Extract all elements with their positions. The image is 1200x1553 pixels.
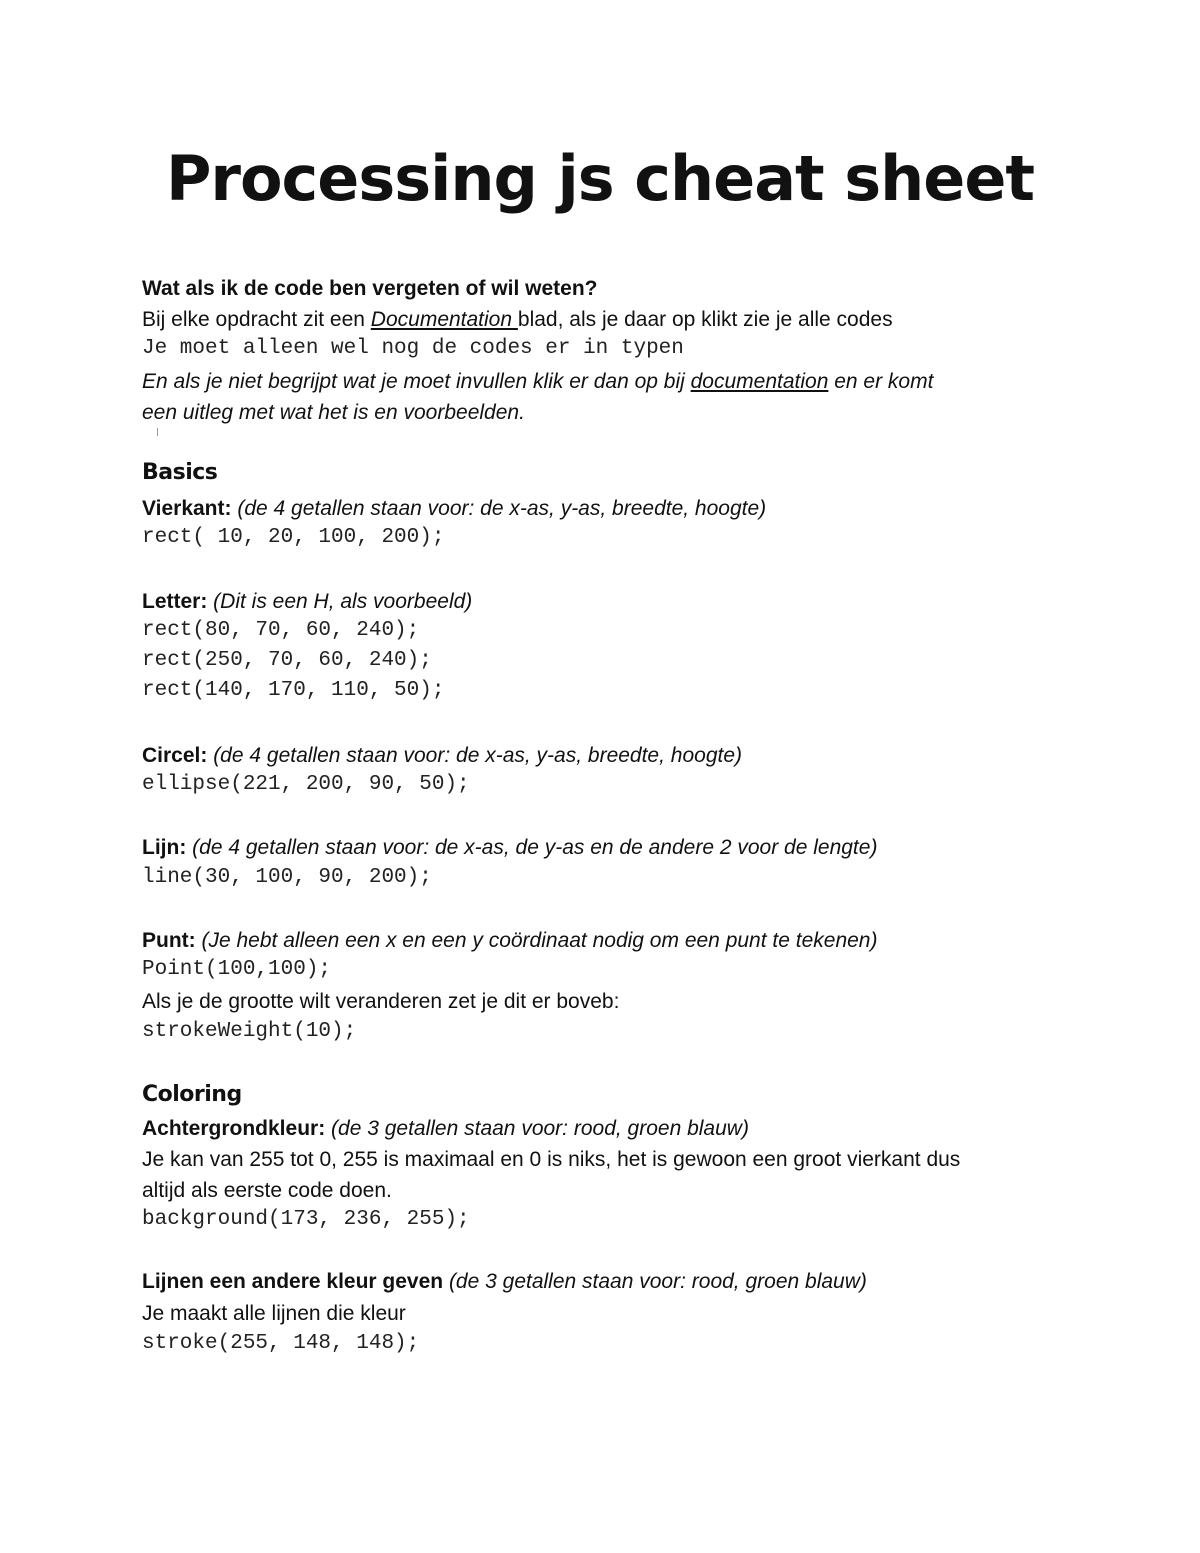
intro-line-3-end: en er komt — [828, 370, 934, 393]
punt-label: Punt: — [142, 929, 196, 952]
achtergrond-label: Achtergrondkleur: — [142, 1117, 326, 1140]
punt-text: Als je de grootte wilt veranderen zet je dit er boveb: — [142, 990, 620, 1013]
documentation-link[interactable]: Documentation — [370, 308, 518, 331]
achtergrond-text-1: Je kan van 255 tot 0, 255 is maximaal en 0 is niks, het is gewoon een groot vierkant dus — [142, 1148, 961, 1171]
intro-line-4: een uitleg met wat het is en voorbeelden. — [142, 401, 525, 424]
achtergrond-description — [142, 1116, 749, 1142]
coloring-heading: Coloring — [142, 1082, 242, 1107]
letter-description — [142, 589, 472, 615]
basics-heading: Basics — [142, 460, 218, 485]
intro-mono-line: Je moet alleen wel nog de codes er in typen — [142, 337, 684, 360]
circel-code: ellipse(221, 200, 90, 50); — [142, 773, 470, 796]
lijnen-text: Je maakt alle lijnen die kleur — [142, 1302, 406, 1325]
intro-line-1 — [142, 307, 893, 333]
vierkant-description — [142, 496, 766, 522]
intro-question: Wat als ik de code ben vergeten of wil weten? — [142, 277, 598, 300]
letter-note: (Dit is een H, als voorbeeld) — [207, 590, 473, 613]
vierkant-label: Vierkant: — [142, 497, 232, 520]
letter-code-3: rect(140, 170, 110, 50); — [142, 679, 445, 702]
punt-note: (Je hebt alleen een x en een y coördinaat nodig om een punt te tekenen) — [195, 929, 878, 952]
vierkant-code: rect( 10, 20, 100, 200); — [142, 526, 445, 549]
vierkant-note: (de 4 getallen staan voor: de x-as, y-as, breedte, hoogte) — [231, 497, 767, 520]
lijn-description — [142, 835, 877, 861]
circel-label: Circel: — [142, 744, 208, 767]
letter-code-2: rect(250, 70, 60, 240); — [142, 649, 432, 672]
punt-code-2: strokeWeight(10); — [142, 1020, 357, 1043]
achtergrond-note: (de 3 getallen staan voor: rood, groen blauw) — [325, 1117, 749, 1140]
punt-code: Point(100,100); — [142, 958, 332, 981]
lijnen-note: (de 3 getallen staan voor: rood, groen blauw) — [443, 1270, 867, 1293]
circel-description — [142, 743, 742, 769]
page-title: Processing js cheat sheet — [165, 142, 1035, 215]
achtergrond-code: background(173, 236, 255); — [142, 1208, 470, 1231]
letter-label: Letter: — [142, 590, 208, 613]
cursor-mark — [157, 428, 158, 436]
punt-description — [142, 928, 877, 954]
intro-line-3-start: En als je niet begrijpt wat je moet invullen klik er dan op bij — [142, 370, 691, 393]
intro-line-1-end: blad, als je daar op klikt zie je alle codes — [517, 308, 893, 331]
lijnen-label: Lijnen een andere kleur geven — [142, 1270, 444, 1293]
intro-line-3 — [142, 369, 933, 395]
achtergrond-text-2: altijd als eerste code doen. — [142, 1179, 392, 1202]
circel-note: (de 4 getallen staan voor: de x-as, y-as, breedte, hoogte) — [207, 744, 743, 767]
lijn-label: Lijn: — [142, 836, 187, 859]
lijnen-description — [142, 1269, 867, 1295]
letter-code-1: rect(80, 70, 60, 240); — [142, 619, 420, 642]
lijnen-code: stroke(255, 148, 148); — [142, 1332, 420, 1355]
intro-line-1-start: Bij elke opdracht zit een — [142, 308, 371, 331]
lijn-code: line(30, 100, 90, 200); — [142, 866, 432, 889]
documentation-link-2[interactable]: documentation — [690, 370, 829, 393]
lijn-note: (de 4 getallen staan voor: de x-as, de y-as en de andere 2 voor de lengte) — [186, 836, 878, 859]
